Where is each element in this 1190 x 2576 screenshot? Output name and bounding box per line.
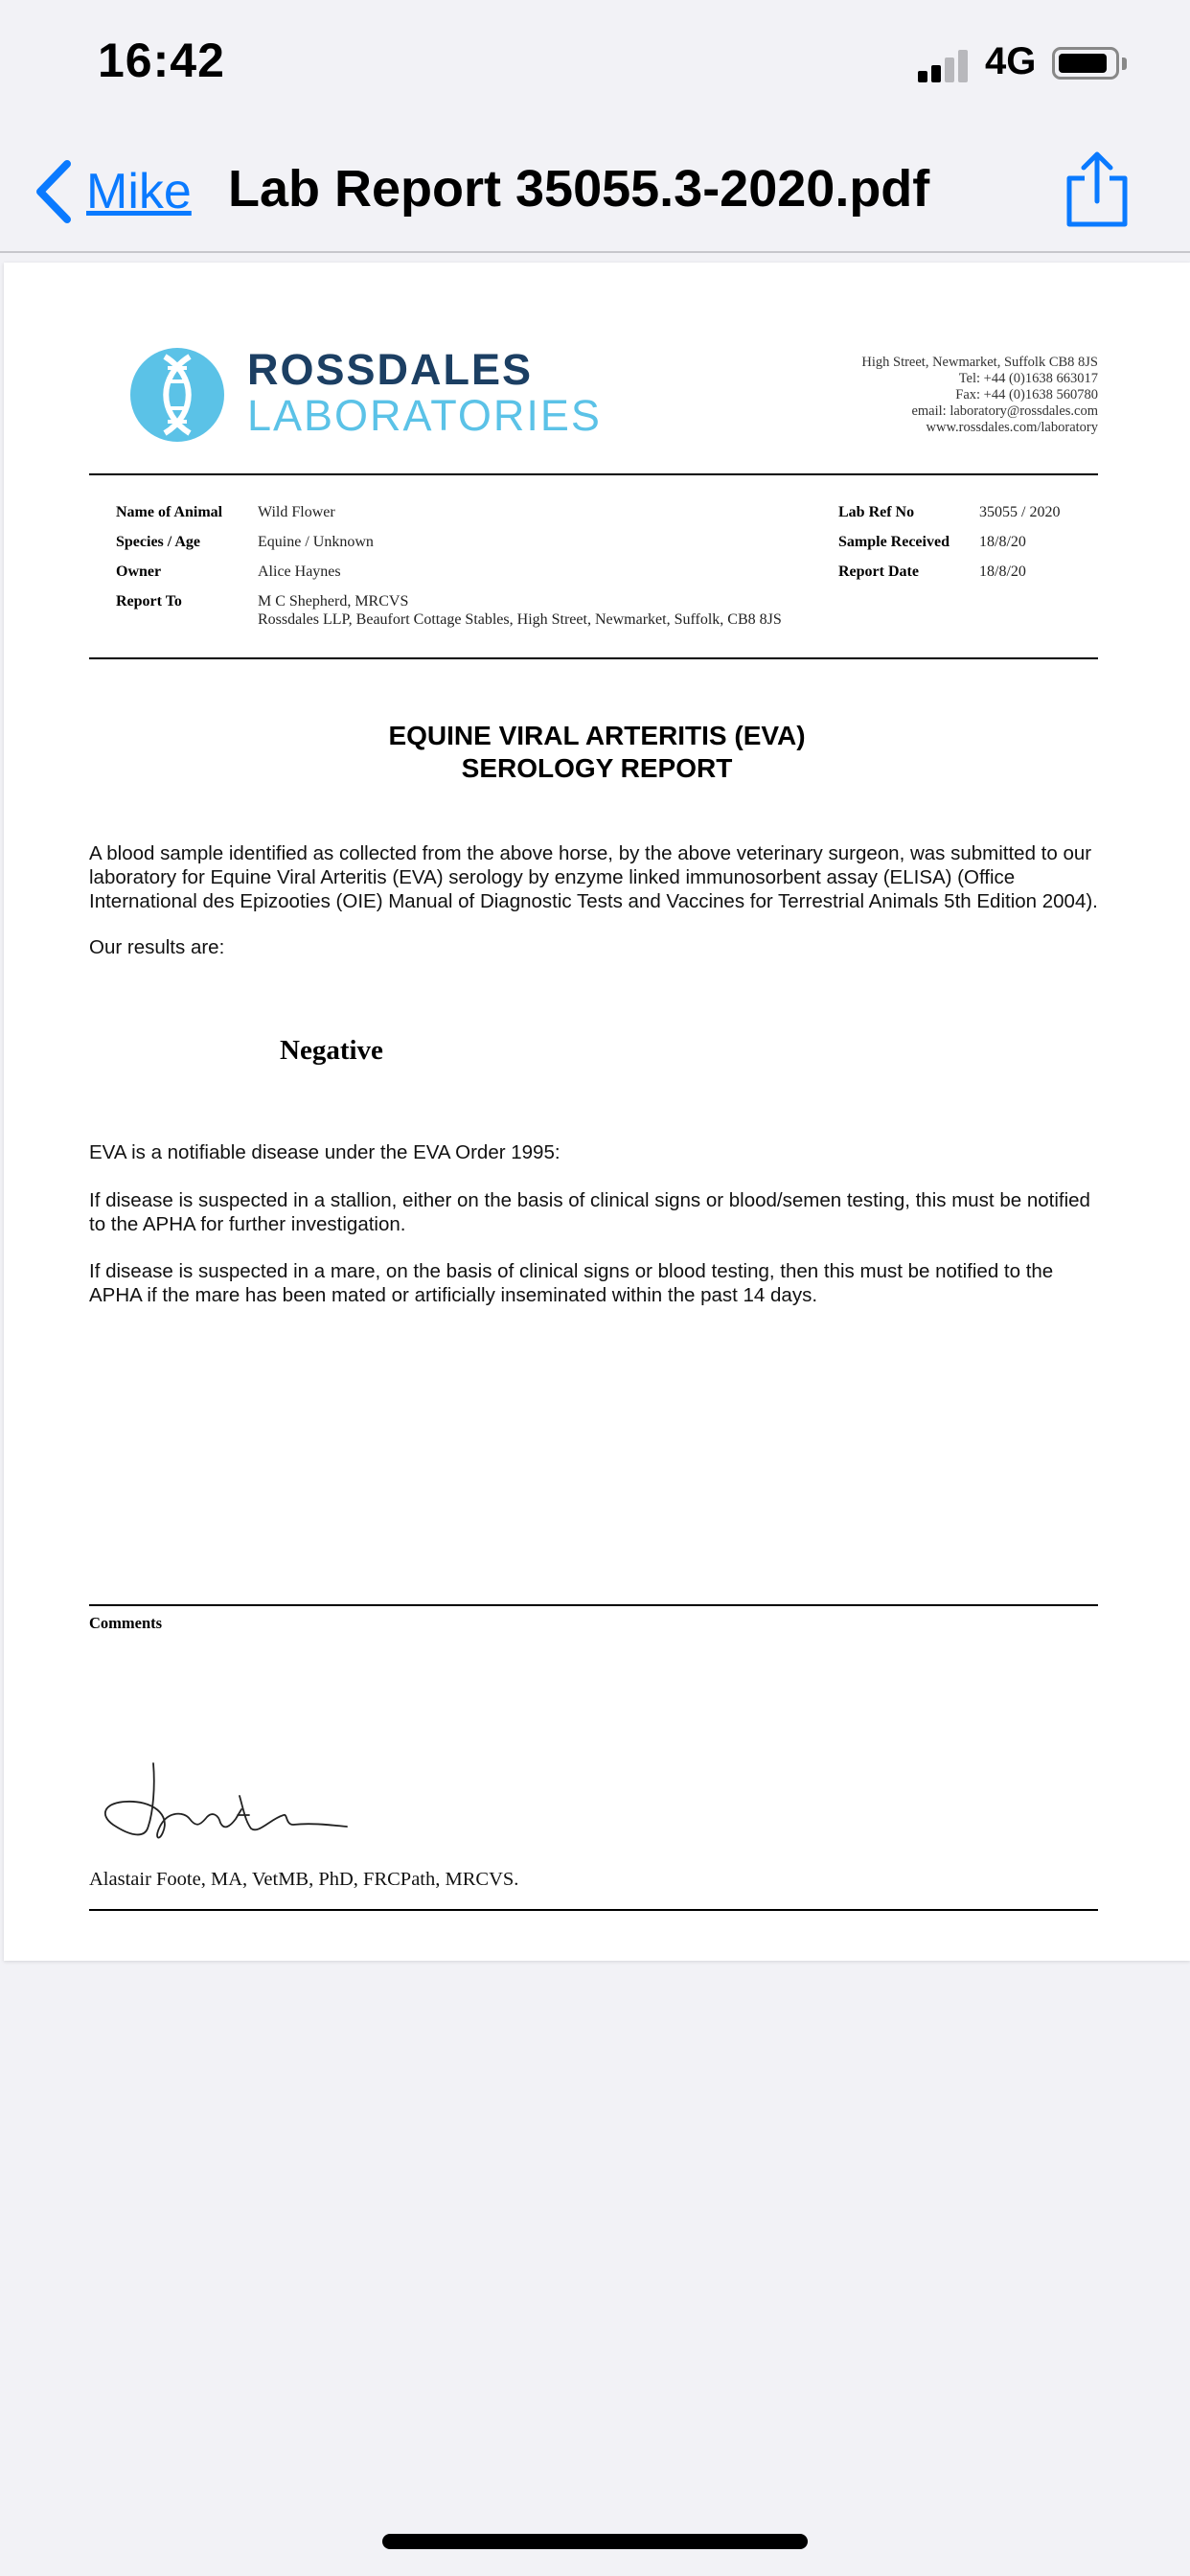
owner-label: Owner [116,564,162,580]
back-label[interactable]: Mike [86,164,192,219]
status-time: 16:42 [98,34,225,87]
battery-icon [1052,47,1119,80]
signature-image [96,1758,355,1850]
report-date-label: Report Date [838,564,919,580]
address-line: High Street, Newmarket, Suffolk CB8 8JS [861,355,1098,370]
comments-label: Comments [89,1614,163,1632]
address-line: www.rossdales.com/laboratory [926,420,1098,435]
divider [89,1604,1098,1606]
result-value: Negative [280,1035,383,1066]
address-line: Fax: +44 (0)1638 560780 [955,387,1098,402]
home-indicator[interactable] [382,2534,808,2549]
owner-value: Alice Haynes [258,564,341,580]
divider [89,473,1098,475]
name-label: Name of Animal [116,504,223,520]
address-line: Tel: +44 (0)1638 663017 [958,371,1098,386]
report-date-value: 18/8/20 [979,564,1026,580]
lab-address [734,355,1098,436]
lab-ref-value: 35055 / 2020 [979,504,1061,520]
name-value: Wild Flower [258,504,335,520]
sample-received-value: 18/8/20 [979,534,1026,550]
status-bar [0,0,1190,125]
report-title-line2: SEROLOGY REPORT [461,753,733,783]
report-title-line1: EQUINE VIRAL ARTERITIS (EVA) [388,721,806,750]
stallion-note: If disease is suspected in a stallion, either on the basis of clinical signs or blood/semen testing, this must be notified to the APHA for further investigation. [89,1189,1090,1235]
signal-icon [918,48,972,82]
logo-wordmark-bottom: LABORATORIES [247,391,602,440]
results-intro: Our results are: [89,936,225,958]
species-value: Equine / Unknown [258,534,374,550]
logo-wordmark-top: ROSSDALES [247,345,534,394]
dna-logo-icon [129,347,225,443]
chevron-left-icon [33,158,75,225]
share-icon[interactable] [1062,150,1133,230]
signatory-name: Alastair Foote, MA, VetMB, PhD, FRCPath, MRCVS. [89,1869,519,1890]
divider [89,657,1098,659]
pdf-page [4,263,1190,1961]
intro-paragraph: A blood sample identified as collected from the above horse, by the above veterinary surgeon, was submitted to our laboratory for Equine Viral Arteritis (EVA) serology by enzyme linked immunosorbent assay (ELISA) (Office International des Epizooties (OIE) Manual of Diagnostic Tests and Vaccines for Terrestrial Animals 5th Edition 2004). [89,842,1098,912]
sample-received-label: Sample Received [838,534,950,550]
report-to-label: Report To [116,593,182,610]
divider [89,1909,1098,1911]
back-button[interactable] [33,153,192,230]
lab-ref-label: Lab Ref No [838,504,915,520]
network-type: 4G [985,40,1037,82]
report-to-address: Rossdales LLP, Beaufort Cottage Stables, High Street, Newmarket, Suffolk, CB8 8JS [258,611,782,628]
nav-bar [0,125,1190,253]
address-line: email: laboratory@rossdales.com [911,403,1098,419]
mare-note: If disease is suspected in a mare, on the basis of clinical signs or blood testing, then this must be notified to the APHA if the mare has been mated or artificially inseminated within the past 14 days. [89,1260,1054,1306]
document-title: Lab Report 35055.3-2020.pdf [228,160,930,218]
species-label: Species / Age [116,534,200,550]
report-to-name: M C Shepherd, MRCVS [258,593,409,610]
notifiable-statement: EVA is a notifiable disease under the EVA Order 1995: [89,1141,561,1163]
battery-tip [1122,58,1127,70]
